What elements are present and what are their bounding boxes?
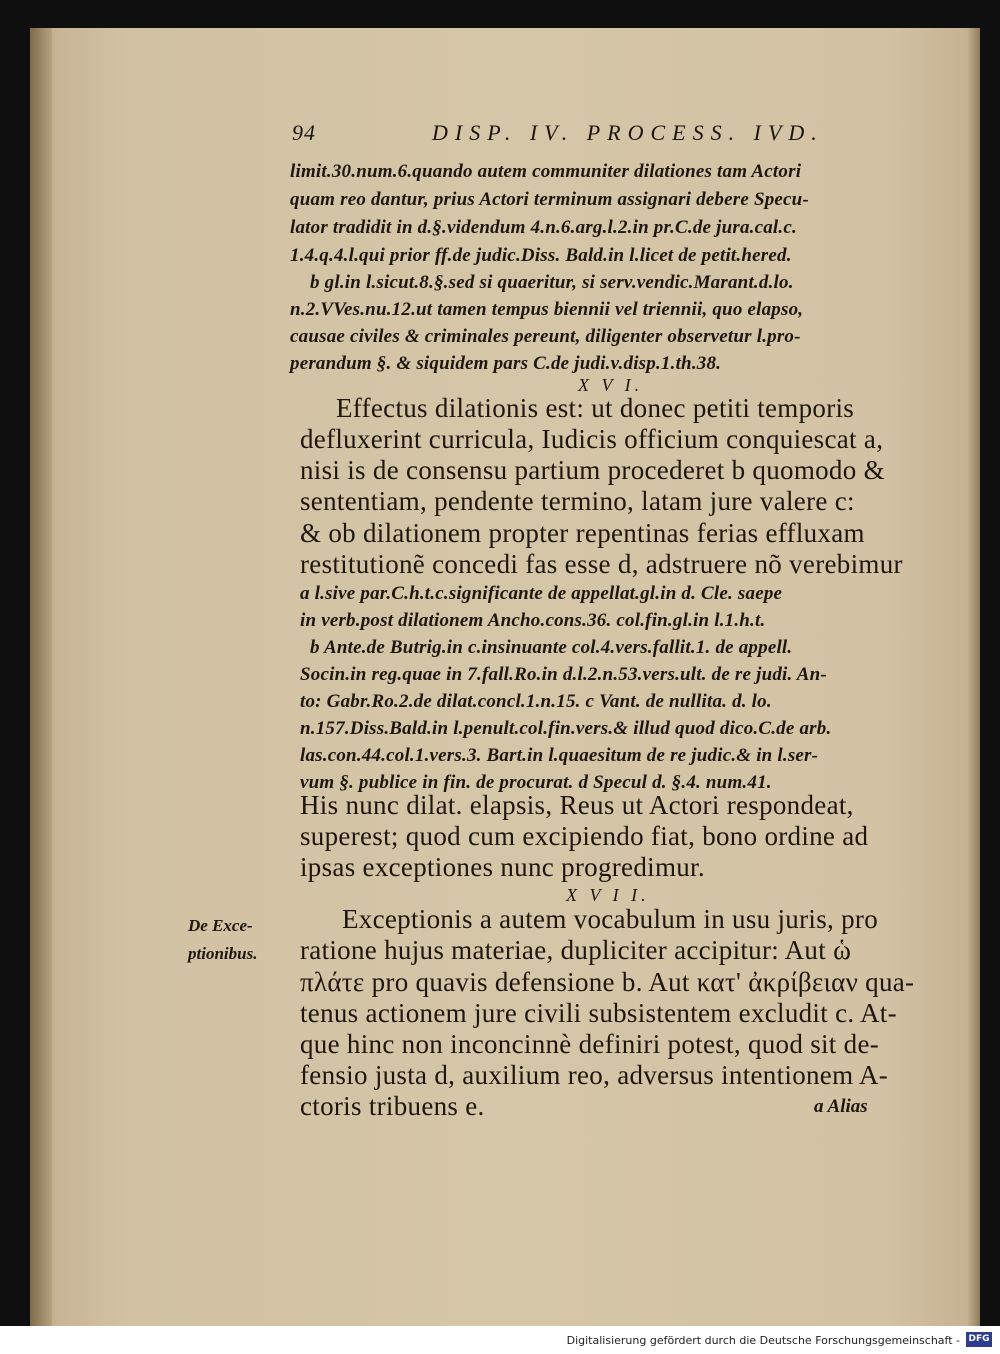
body-line: Exceptionis a autem vocabulum in usu juris, pro bbox=[342, 904, 878, 934]
section-number: X V I. bbox=[578, 375, 644, 395]
body-line: ratione hujus materiae, dupliciter accipitur: Aut ὡ bbox=[300, 935, 852, 965]
footnote-line: quam reo dantur, prius Actori terminum assignari debere Specu- bbox=[290, 189, 809, 210]
footnote-line: to: Gabr.Ro.2.de dilat.concl.1.n.15. c Vant. de nullita. d. lo. bbox=[300, 691, 772, 712]
page-gutter bbox=[30, 28, 52, 1326]
footnote-line: in verb.post dilationem Ancho.cons.36. col.fin.gl.in l.1.h.t. bbox=[300, 610, 766, 631]
footnote-line: vum §. publice in fin. de procurat. d Specul d. §.4. num.41. bbox=[300, 772, 772, 793]
body-line: & ob dilationem propter repentinas ferias effluxam bbox=[300, 518, 865, 548]
body-line: His nunc dilat. elapsis, Reus ut Actori respondeat, bbox=[300, 790, 854, 820]
body-line: ctoris tribuens e. bbox=[300, 1091, 485, 1121]
footnote-line: lator tradidit in d.§.videndum 4.n.6.arg.l.2.in pr.C.de jura.cal.c. bbox=[290, 217, 797, 238]
body-line: fensio justa d, auxilium reo, adversus intentionem A- bbox=[300, 1060, 889, 1090]
footnote-line: n.157.Diss.Bald.in l.penult.col.fin.vers.& illud quod dico.C.de arb. bbox=[300, 718, 832, 739]
running-head: DISP. IV. PROCESS. IVD. bbox=[432, 120, 824, 145]
body-line: restitutionẽ concedi fas esse d, adstruere nõ verebimur bbox=[300, 549, 903, 579]
body-line: nisi is de consensu partium procederet b quomodo & bbox=[300, 455, 885, 485]
body-line: πλάτε pro quavis defensione b. Aut κατ' ἀκρίβειαν qua- bbox=[300, 967, 915, 997]
footer-credit: Digitalisierung gefördert durch die Deutsche Forschungsgemeinschaft - bbox=[566, 1334, 960, 1347]
footer-bar bbox=[0, 1326, 1000, 1354]
body-line: sententiam, pendente termino, latam jure valere c: bbox=[300, 486, 855, 516]
body-line: tenus actionem jure civili subsistentem excludit c. At- bbox=[300, 998, 897, 1028]
footnote-line: b gl.in l.sicut.8.§.sed si quaeritur, si serv.vendic.Marant.d.lo. bbox=[310, 272, 794, 293]
body-line: Effectus dilationis est: ut donec petiti temporis bbox=[336, 393, 855, 423]
footnote-line: las.con.44.col.1.vers.3. Bart.in l.quaesitum de re judic.& in l.ser- bbox=[300, 745, 819, 766]
book-page bbox=[30, 28, 980, 1326]
footnote-line: causae civiles & criminales pereunt, diligenter observetur l.pro- bbox=[290, 326, 801, 347]
page-edge bbox=[966, 28, 980, 1326]
footnote-line: perandum §. & siquidem pars C.de judi.v.disp.1.th.38. bbox=[290, 353, 722, 374]
dfg-logo-icon: DFG bbox=[966, 1332, 992, 1347]
footnote-line: b Ante.de Butrig.in c.insinuante col.4.vers.fallit.1. de appell. bbox=[310, 637, 793, 658]
footnote-line: Socin.in reg.quae in 7.fall.Ro.in d.l.2.n.53.vers.ult. de re judi. An- bbox=[300, 664, 827, 685]
page-number: 94 bbox=[292, 120, 316, 145]
body-line: defluxerint curricula, Iudicis officium conquiescat a, bbox=[300, 424, 884, 454]
body-line: ipsas exceptiones nunc progredimur. bbox=[300, 852, 705, 882]
footnote-line: 1.4.q.4.l.qui prior ff.de judic.Diss. Bald.in l.licet de petit.hered. bbox=[290, 245, 792, 266]
body-line: que hinc non inconcinnè definiri potest, quod sit de- bbox=[300, 1029, 880, 1059]
margin-note: ptionibus. bbox=[188, 944, 258, 963]
footnote-line: n.2.VVes.nu.12.ut tamen tempus biennii vel triennii, quo elapso, bbox=[290, 299, 804, 320]
footnote-line: a l.sive par.C.h.t.c.significante de appellat.gl.in d. Cle. saepe bbox=[300, 583, 783, 604]
catchword: a Alias bbox=[814, 1096, 868, 1117]
margin-note: De Exce- bbox=[188, 916, 253, 935]
section-number: X V I I. bbox=[566, 885, 650, 905]
footnote-line: limit.30.num.6.quando autem communiter dilationes tam Actori bbox=[290, 161, 802, 182]
body-line: superest; quod cum excipiendo fiat, bono ordine ad bbox=[300, 821, 869, 851]
